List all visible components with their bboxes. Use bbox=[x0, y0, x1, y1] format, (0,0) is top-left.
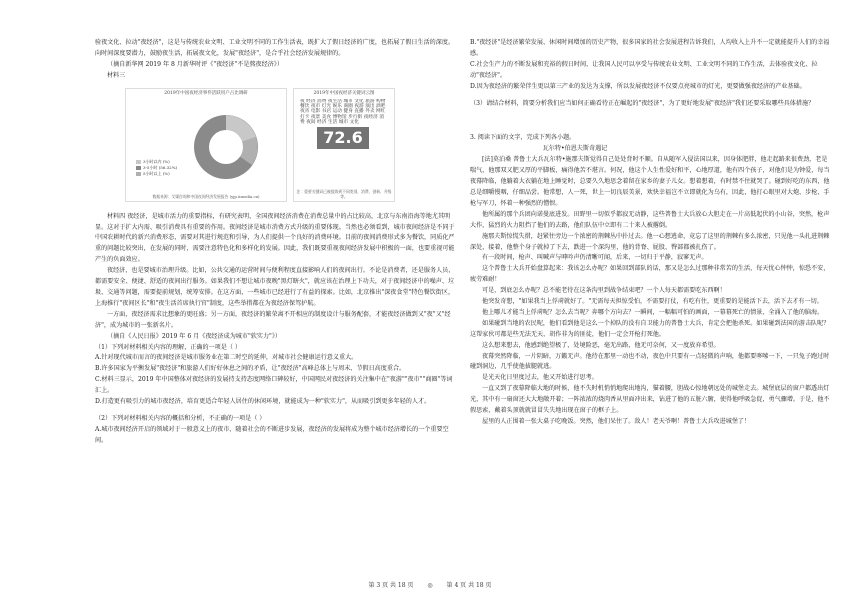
page-number-left: 第 3 页 共 18 页 bbox=[368, 582, 414, 589]
question: （2）下列对材料相关内容的概括和分析，不正确的一项是（ ） bbox=[95, 414, 266, 422]
paragraph: 这个普鲁士大兵开始盘算起来：我该怎么办呢？如果回到部队的话，那又是怎么过那种非常苦的生活，每天忧心忡忡，惊恐不安，疲劳难耐！ bbox=[470, 265, 830, 284]
chart-legend bbox=[136, 159, 177, 177]
paragraph: 他所属的那个兵团向诺曼底进发。田野里一切似乎都寂无动静，这些普鲁士大兵放心大胆走在一片高低起伏的小山谷，突然，枪声大作，猛烈的火力阻挡了他们的去路，他们队伍中立即有二十来人被撂倒。 bbox=[470, 210, 830, 229]
figure-title: 2019年中国夜经济关键词云图 bbox=[313, 90, 375, 96]
figure-source: 数据来源：艾媒咨询和中国夜间经济发展报告 (yjp.iimedia.cn) bbox=[152, 193, 260, 199]
pie-chart-figure bbox=[125, 88, 287, 202]
source-citation: （摘自新华网 2019 年 8 月新华时评《"夜经济"不是熬夜经济》） bbox=[107, 60, 283, 68]
option: D.因为夜经济的繁荣伴生更以第三产业的发达为支撑，所以发展夜经济不仅要点亮城市的灯光，更要做强夜经济的产业基础。 bbox=[470, 82, 806, 90]
legend-item: 5小时以上 (%) bbox=[136, 171, 177, 177]
donut-hole bbox=[209, 130, 243, 164]
page-number-right: 第 4 页 共 18 页 bbox=[446, 582, 492, 589]
paragraph: 如果碰到当地的农民呢，他们看到他是这么一个掉队的没有自卫能力的普鲁士大兵，肯定会把他杀死。如果碰到法国的游击队呢？这帮家伙可都是些无法无天、胡作非为的匪徒，他们一定会开枪打死他。 bbox=[470, 319, 830, 338]
material-label: 材料三 bbox=[107, 71, 126, 79]
option: B.许多国家为平衡发展"夜经济"和旅游人们好好休息之间的矛盾，让"夜经济"高峰总体上与周末、节假日高度重合。 bbox=[95, 365, 406, 373]
pie-chart bbox=[126, 89, 286, 201]
legend-item: 3小时以内 (%) bbox=[136, 159, 177, 165]
word-cloud bbox=[300, 99, 386, 177]
center-value: 72.6 bbox=[317, 127, 368, 149]
question: （1）下列对材料相关内容的理解，正确的一项是（ ） bbox=[95, 343, 241, 351]
paragraph: [法]莫泊桑 普鲁士大兵瓦尔特•施那夫斯觉得自己处处背时不顺。自从随军入侵法国以来，因身体肥胖，他走起路来很费劲，老是喘气，他那双又肥又厚的平脚板，痛得他苦不堪言。何况，他这个人生性爱好和平，心地厚道，他有四个孩子，对他们是为钟爱，每当夜幕降临，他躺着大衣躺在地上睡觉时，总要久久地思念着留在家乡的妻子儿女。想着想着，有时禁不住就哭了。碰到好吃的东西，他总是细嚼慢咽，仔细品尝。他常想，人一死，世上一切良辰美景，欢快幸福岂不立即就化为乌有，因此，他打心眼里对大炮、步枪、手枪与军刀，怀着一种强烈的憎恨。 bbox=[470, 156, 830, 207]
page-footer bbox=[0, 580, 860, 589]
legend-item: 3-5小时 (56.32%) bbox=[136, 165, 177, 171]
left-page bbox=[95, 38, 455, 578]
option: C.社会生产力的不断发展和充裕的假日时间，让我国人民可以享受与传统农业文明、工业文明不同的工作生活，去体验夜文化、拉动"夜经济"。 bbox=[470, 60, 818, 79]
footer-separator: ◎ bbox=[427, 582, 433, 589]
story-title: 瓦尔特•伯恩夫斯奇遇记 bbox=[542, 145, 608, 153]
right-page bbox=[470, 38, 830, 578]
question: （3）请结合材料，简要分析我们应当如何正确看待正在崛起的"夜经济"，为了更好地发展"夜经济"我们还要采取哪些具体措施？ bbox=[470, 99, 815, 107]
paragraph: 他上哪儿才能当上俘虏呢？怎么去当呢？奔哪个方向去？一瞬间，一幅幅可怕的画面，一幕幕死亡的情景，全涌入了他的脑海。 bbox=[482, 308, 824, 316]
figure-title: 2019年中国夜经济事件活跃用户占比调研 bbox=[164, 90, 248, 96]
paragraph: 夜幕突然降临，一片阴暗，万籁无声。他待在那里一动也不动，夜色中只要有一点轻微的声响，他都要哆嗦一下，一只兔子跑过时碰到洞边，几乎使他拔腿就逃。 bbox=[470, 352, 830, 371]
paragraph: 一方面，夜经济需求比想象的更旺盛；另一方面，夜经济的繁荣离不开相应的制度设计与服务配套，才能夜经济做到又"夜"又"经济"，成为城市的一张新名片。 bbox=[95, 310, 451, 329]
paragraph: 他突发奇想，"如果我当上俘虏就好了。"无需每天担惊受怕，不需要打仗，有吃有住，更重要的是能活下去，活下去才有一切。 bbox=[482, 298, 823, 306]
paragraph: 屋里的人正围着一张大桌子吃晚饭。突然，他们呆住了。敌人！老天爷啊！普鲁士大兵攻进城堡了！ bbox=[482, 418, 751, 425]
paragraph: 有一段时间，枪声、叫喊声与呻吟声仍清晰可闻，后来，一切归于平静，寂寥无声。 bbox=[482, 254, 708, 262]
word-cloud-text: 夜 经济 消费 夜生活 城市 文化 旅游 购物 餐饮 夜市 灯光 娱乐 商圈 夜游 演出 酒吧 夜宵 电影 书店 运动 健身 直播 外卖 网红 打卡 夜景 美食 博物馆 步行街 夜经济 消费 夜间 经济 生活 城市 文化 bbox=[300, 98, 386, 125]
paragraph: 施那夫斯惊慌失措，赶紧往旁边一个浓密的荆棘丛中扑过去。他一心想逃命，竟忘了这里的荆棘有多么浓密，只见他一头扎进荆棘深处，接着，他整个身子就掉了下去，跌进一个深沟里，他的背脊、屁股、臀部都被扎伤了。 bbox=[470, 232, 830, 251]
option: A.城市夜间经济开启的领域对于一般意义上的夜市，随着社会的不断进步发展，夜经济的发展将成为整个城市经济增长的一个重要空间。 bbox=[95, 425, 449, 444]
paragraph: 一直又到了夜幕降临大地的时候，他不失时机悄悄地爬出地沟，猫着腰，胆战心惊地朝远处的城堡走去。城堡底层的窗户都透出灯光，其中有一扇窗还大大地敞开着；一阵浓浓的烧肉香从里面冲出来，钻进了他的五脏六腑，使得他呼吸急促，勇气骤增。于是，他不假思索，戴着头顶就就冒冒失失地出现在窗子的框子上。 bbox=[470, 385, 830, 415]
figure-note: 注：重要关键词已被提炼到不同类别，消费、创新、升级等。 bbox=[296, 188, 392, 199]
paragraph: 可是，到底怎么办呢？总不能老待在这条沟里到战争结束吧？一个人每天都需要吃东西啊！ bbox=[482, 287, 726, 295]
paragraph: 验夜文化、拉动"夜经济"，这是与传统农业文明、工业文明不同的工作生活表，既扩大了假日经济的广度，也拓展了假日生活的深度。向时间深度要潜力，鼓励夜生活，拓展夜文化，发展"夜经济"，是合乎社会经济发展规律的。 bbox=[95, 39, 455, 57]
section-heading: 3. 阅读下面的文字，完成下列各小题。 bbox=[470, 134, 576, 142]
option: A.针对现代城市而言的夜间经济是城市服务业在第二时空的延伸，对城市社会健康运行意义重大。 bbox=[95, 354, 358, 362]
paragraph: 是光天化日里度过去，他又开始进行思考。 bbox=[482, 374, 598, 382]
paragraph: 材料四 夜经济，是城市活力的重要指标，有研究表明，全国夜间经济消费在消费总量中的占比较高，北京与东南沿海等地尤其明显。这对于扩大内需、吸引消费具有重要的作用。夜间经济是城市消费方式升级的重要体现。当然也必须看到，城市夜间经济是不同于中国农耕时代的新兴消费形态，需要对其进行规范和引导，为人们提供一个良好的消费环境。目前的夜间消费形式多为餐饮，同质化严重的问题比较突出，在发展的同时，需要注意特色化和多样化的发展。因此，我们既要重视夜间经济发展中积极的一面，也要重视可能产生的负面效应。 bbox=[95, 212, 455, 264]
paragraph: 夜经济，也是要城市治理升级。比如，公共交通的运营时间与便利程度直接影响人们的夜间出行。不论是消费者，还是服务人员，都需要安全、便捷、舒适的夜间出行服务。如果我们不想让城市夜晚"黑灯瞎火"，就应该在治理上下功夫，对于夜间经济中的噪声、垃圾、交通等问题，需要提前规划，统筹安排。在这方面，一些城市已经进行了有益的探索。比如，北京推出"深夜食堂"特色餐饮街区，上海推行"夜间区长"和"夜生活首席执行官"制度，这些举措都在为夜经济保驾护航。 bbox=[95, 267, 455, 307]
source-citation: （摘自《人民日报》2019 年 6 月《夜经济成为城市"软实力"》） bbox=[107, 332, 282, 340]
paragraph: 这么想来想去，他感到绝望极了，处境险恶，毫无出路，他无可奈何，又一度放弃希望。 bbox=[482, 341, 720, 349]
option: D.打造更有吸引力的城市夜经济，培育更适合年轻人居住的休闲环境，就能成为一种"软实力"，从而吸引到更多年轻的人才。 bbox=[95, 398, 431, 406]
option: C.材料三显示，2019 年中国整体对夜经济的发展持支持态度网络口碑较好，中国网民对夜经济的关注集中在"夜游""夜市""商圈"等词汇上。 bbox=[95, 376, 453, 395]
option: B."夜经济"是经济繁荣发展、休闲时间增加的历史产物，很多国家的社会发展进程告诉我们，人均收入上升不一定就能提升人们的幸福感。 bbox=[470, 39, 830, 57]
